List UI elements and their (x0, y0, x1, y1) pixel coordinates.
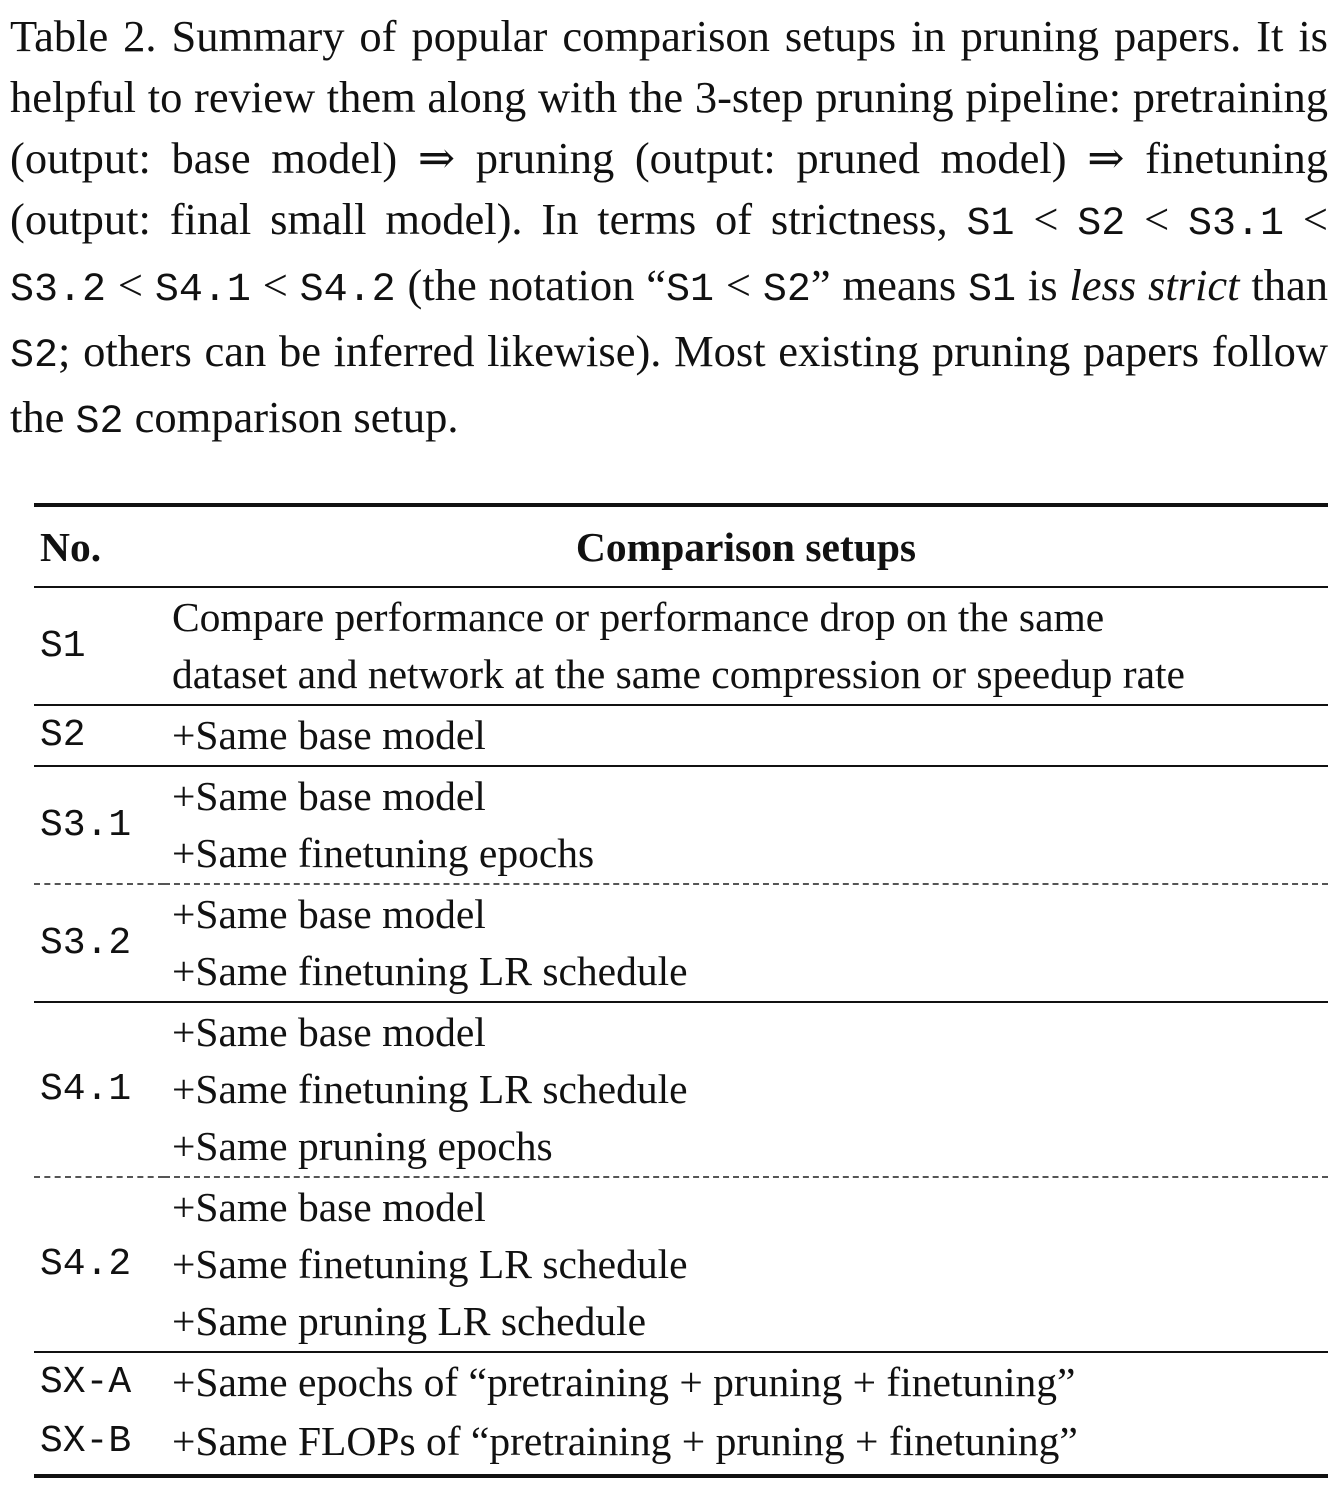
comparison-setups-table (34, 503, 1328, 1478)
caption-text: than (1239, 260, 1328, 310)
table-row (34, 587, 1328, 705)
setup-description (164, 587, 1328, 705)
caption-text: (the notation “ (395, 260, 667, 310)
header-comparison-setups: Comparison setups (164, 505, 1328, 587)
setup-line: +Same epochs of “pretraining + pruning + finetuning” (172, 1359, 1076, 1405)
setup-description (164, 1412, 1328, 1476)
caption-code: S1 (966, 202, 1015, 247)
caption-text: Table 2. Summary of popular comparison setups in pruning papers. It is helpful to review them along with the 3-step pruning pipeline: pretraining (output: base model) ⇒ pruning (output: pruned model) ⇒ finetuning (output: final small model). In terms of strictness, (10, 11, 1328, 244)
setup-id: S3.1 (34, 766, 164, 884)
caption-code: S2 (75, 400, 124, 445)
setup-id: S2 (34, 705, 164, 766)
less-than-sign: < (1125, 194, 1189, 244)
table-row (34, 884, 1328, 1002)
setup-description (164, 766, 1328, 884)
setup-id: S3.2 (34, 884, 164, 1002)
setup-line: +Same finetuning LR schedule (172, 1066, 688, 1112)
setup-line: +Same base model (172, 891, 486, 937)
caption-emphasis: less strict (1069, 260, 1240, 310)
less-than-sign: < (250, 260, 300, 310)
setup-id: S1 (40, 624, 86, 668)
header-no: No. (34, 505, 164, 587)
table-row (34, 766, 1328, 884)
caption-code: S4.1 (154, 268, 251, 313)
table-row (34, 1002, 1328, 1177)
setup-description (164, 1352, 1328, 1412)
caption-text: ; others can be inferred likewise). Most existing pruning papers follow the (10, 326, 1328, 442)
setup-line: +Same base model (172, 1184, 486, 1230)
setup-line: +Same FLOPs of “pretraining + pruning + finetuning” (172, 1418, 1078, 1464)
caption-code: S2 (10, 334, 59, 379)
setup-id: SX-B (34, 1412, 164, 1476)
caption-code: S3.2 (10, 268, 107, 313)
table-caption (10, 6, 1328, 453)
less-than-sign: < (106, 260, 155, 310)
setup-id: S4.1 (34, 1002, 164, 1177)
setup-line: +Same base model (172, 773, 486, 819)
caption-text: is (1016, 260, 1070, 310)
table-row (34, 705, 1328, 766)
caption-code: S2 (1077, 202, 1126, 247)
setup-line: Compare performance or performance drop on the same (172, 594, 1105, 640)
setup-line: +Same finetuning epochs (172, 830, 595, 876)
setup-line: +Same finetuning LR schedule (172, 948, 688, 994)
caption-code: S2 (762, 268, 811, 313)
caption-code: S4.2 (299, 268, 396, 313)
setup-id: S4.2 (34, 1177, 164, 1352)
caption-text: comparison setup. (123, 392, 459, 442)
less-than-sign: < (714, 260, 763, 310)
table-header-row (34, 505, 1328, 587)
less-than-sign: < (1284, 194, 1328, 244)
setup-line: +Same base model (172, 1009, 486, 1055)
setup-line: +Same pruning epochs (172, 1123, 553, 1169)
setup-description (164, 1177, 1328, 1352)
setup-line: +Same base model (172, 712, 486, 758)
table-row (34, 1352, 1328, 1412)
setup-description (164, 884, 1328, 1002)
setup-description (164, 705, 1328, 766)
caption-code: S1 (666, 268, 715, 313)
setup-description (164, 1002, 1328, 1177)
setup-line: dataset and network at the same compression or speedup rate (172, 651, 1185, 697)
setup-line: +Same pruning LR schedule (172, 1298, 647, 1344)
caption-code: S3.1 (1188, 202, 1285, 247)
setup-line: +Same finetuning LR schedule (172, 1241, 688, 1287)
caption-code: S1 (968, 268, 1017, 313)
table-row (34, 1177, 1328, 1352)
caption-text: ” means (810, 260, 969, 310)
setup-id: SX-A (34, 1352, 164, 1412)
less-than-sign: < (1014, 194, 1078, 244)
table-row (34, 1412, 1328, 1476)
